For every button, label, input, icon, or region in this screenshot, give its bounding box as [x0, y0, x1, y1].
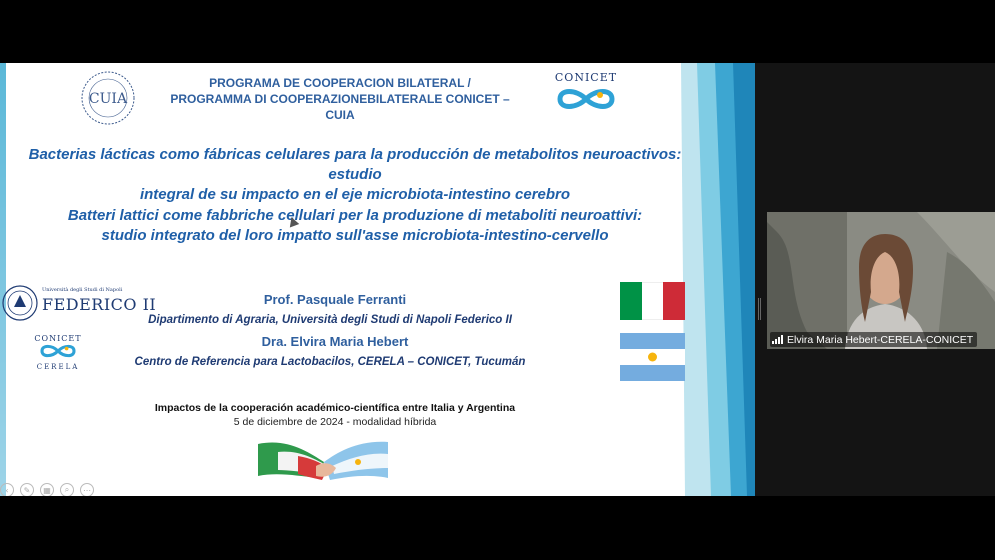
- cerela-logo: [30, 334, 86, 371]
- participant-video: [767, 212, 995, 349]
- more-options-icon[interactable]: ⋯: [80, 483, 94, 496]
- title-spanish-line2: integral de su impacto en el eje microbiota-intestino cerebro: [139, 186, 571, 203]
- slide-decoration: [675, 63, 755, 496]
- pen-icon[interactable]: ✎: [20, 483, 34, 496]
- author1-affiliation: Dipartimento di Agraria, Università degli Studi di Napoli Federico II: [148, 314, 512, 326]
- zoom-icon[interactable]: ⌕: [60, 483, 74, 496]
- title-spanish-line1: Bacterias lácticas como fábricas celulares para la producción de metabolitos neuroactivos: estudio: [28, 146, 682, 183]
- handshake-flags-image: [258, 432, 388, 494]
- title-spanish: [20, 145, 690, 205]
- conicet-infinity-icon: [554, 86, 618, 112]
- author2-name: Dra. Elvira Maria Hebert: [261, 334, 409, 349]
- slides-grid-icon[interactable]: ▦: [40, 483, 54, 496]
- cuia-logo-text: CUIA: [88, 91, 128, 107]
- previous-slide-icon[interactable]: ‹: [0, 483, 14, 496]
- federico-small-label: Università degli Studi di Napoli: [42, 287, 123, 293]
- participant-video-tile[interactable]: [767, 212, 995, 349]
- argentina-flag: [620, 333, 685, 381]
- cuia-logo: [80, 70, 136, 126]
- connection-signal-icon: [772, 335, 783, 344]
- title-italian-line1: Batteri lattici come fabbriche cellulari per la produzione di metaboliti neuroattivi:: [67, 207, 643, 224]
- panel-resize-handle[interactable]: [758, 298, 762, 320]
- program-header-line1: PROGRAMA DE COOPERACION BILATERAL /: [209, 76, 471, 90]
- conicet-logo-text: CONICET: [554, 71, 618, 84]
- conicet-logo: [550, 71, 622, 112]
- program-header-line2: PROGRAMMA DI COOPERAZIONEBILATERALE CONICET – CUIA: [170, 92, 510, 122]
- participant-name-bar: [770, 332, 977, 347]
- italy-flag: [620, 282, 685, 320]
- event-date: 5 de diciembre de 2024 - modalidad híbrida: [233, 416, 437, 428]
- federico-seal-icon: [2, 285, 38, 321]
- event-title: Impactos de la cooperación académico-científica entre Italia y Argentina: [154, 402, 516, 414]
- title-italian-line2: studio integrato del loro impatto sull'asse microbiota-intestino-cervello: [101, 227, 609, 244]
- author2-affiliation: Centro de Referencia para Lactobacilos, CERELA – CONICET, Tucumán: [134, 356, 526, 368]
- cerela-conicet-label: CONICET: [34, 334, 82, 343]
- cerela-infinity-icon: [36, 343, 80, 359]
- title-italian: [20, 206, 690, 246]
- federico-label: FEDERICO II: [42, 295, 157, 314]
- slide-left-accent: [0, 63, 6, 496]
- program-header: [155, 75, 525, 123]
- presentation-controls: [0, 483, 94, 496]
- cerela-label: CERELA: [36, 363, 80, 371]
- shared-slide: [0, 63, 755, 496]
- federico-ii-logo: [2, 285, 157, 323]
- participant-name: Elvira Maria Hebert-CERELA-CONICET: [787, 333, 974, 346]
- author1-name: Prof. Pasquale Ferranti: [263, 292, 407, 307]
